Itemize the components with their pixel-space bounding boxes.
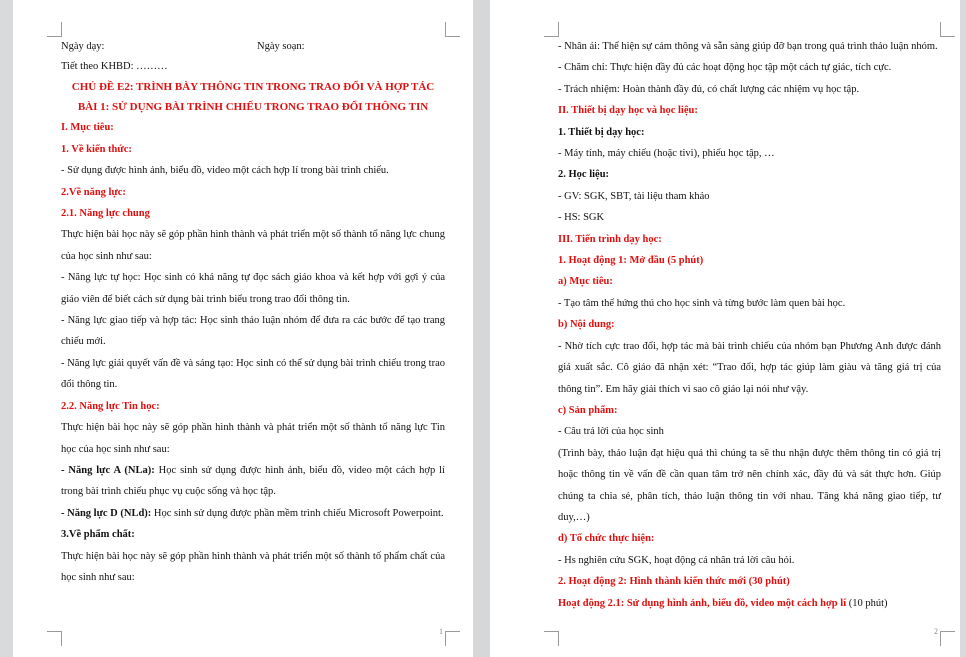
- heading-b: b) Nội dung:: [558, 319, 615, 331]
- page-2-body: [558, 36, 941, 614]
- paragraph: - GV: SGK, SBT, tài liệu tham khảo: [558, 190, 710, 202]
- crop-mark: [940, 631, 955, 646]
- paragraph: Thực hiện bài học này sẽ góp phần hình thành và phát triển một số thành tố phẩm chất của học sinh như sau:: [61, 550, 445, 583]
- page-gutter: [473, 0, 490, 657]
- paragraph: - Năng lực giao tiếp và hợp tác: Học sinh thảo luận nhóm để đưa ra các bước để tạo trang chiếu mới.: [61, 315, 445, 348]
- activity-2-1-time: (10 phút): [846, 597, 888, 609]
- heading-it-competence: 2.2. Năng lực Tin học:: [61, 400, 160, 412]
- paragraph: - Tạo tâm thế hứng thú cho học sinh và từng bước làm quen bài học.: [558, 297, 846, 309]
- header-dates: [61, 36, 445, 57]
- crop-mark: [544, 631, 559, 646]
- page-number: 1: [439, 627, 443, 636]
- document-page-1: [13, 0, 473, 657]
- heading-d: d) Tổ chức thực hiện:: [558, 533, 655, 545]
- document-page-2: [490, 0, 960, 657]
- heading-activity-2: 2. Hoạt động 2: Hình thành kiến thức mới (30 phút): [558, 576, 790, 588]
- crop-mark: [47, 631, 62, 646]
- heading-devices: 1. Thiết bị dạy học:: [558, 126, 645, 138]
- paragraph: - Trách nhiệm: Hoàn thành đầy đủ, có chất lượng các nhiệm vụ học tập.: [558, 83, 860, 95]
- lesson-number: Tiết theo KHBD: ………: [61, 61, 168, 73]
- paragraph: - Nhờ tích cực trao đổi, hợp tác mà bài trình chiếu của nhóm bạn Phương Anh được đánh giá xuất sắc. Cô giáo đã nhận xét: “Trao đổi, hợp tác giúp làm giàu và tăng giá trị của thông tin”. Em hãy giải thích vì sao cô giáo lại nói như vậy.: [558, 340, 941, 395]
- page-number: 2: [934, 627, 938, 636]
- heading-a: a) Mục tiêu:: [558, 276, 613, 288]
- paragraph-nld: [61, 503, 445, 524]
- heading-competence: 2.Về năng lực:: [61, 186, 126, 198]
- heading-process: III. Tiến trình dạy học:: [558, 233, 662, 245]
- paragraph: - HS: SGK: [558, 212, 605, 224]
- paragraph: - Máy tính, máy chiếu (hoặc tivi), phiếu học tập, …: [558, 148, 775, 160]
- crop-mark: [47, 22, 62, 37]
- heading-objectives: I. Mục tiêu:: [61, 122, 114, 134]
- lesson-title: BÀI 1: SỬ DỤNG BÀI TRÌNH CHIẾU TRONG TRAO ĐỔI THÔNG TIN: [77, 101, 429, 114]
- paragraph: - Hs nghiên cứu SGK, hoạt động cá nhân trả lời câu hỏi.: [558, 554, 795, 566]
- heading-equipment: II. Thiết bị dạy học và học liệu:: [558, 105, 698, 117]
- paragraph: - Nhân ái: Thể hiện sự cảm thông và sẵn sàng giúp đỡ bạn trong quá trình thảo luận nhóm.: [558, 41, 938, 52]
- paragraph: - Năng lực giải quyết vấn đề và sáng tạo: Học sinh có thể sử dụng bài trình chiếu trong trao đổi thông tin.: [61, 357, 445, 391]
- heading-quality: 3.Về phẩm chất:: [61, 529, 135, 541]
- crop-mark: [940, 22, 955, 37]
- heading-activity-2-1: [558, 593, 941, 614]
- nla-label: - Năng lực A (NLa):: [61, 464, 155, 476]
- paragraph: - Chăm chỉ: Thực hiện đầy đủ các hoạt động học tập một cách tự giác, tích cực.: [558, 62, 892, 74]
- paragraph: - Năng lực tự học: Học sinh có khả năng tự đọc sách giáo khoa và kết hợp với gợi ý của giáo viên để biết cách sử dụng bài trình biểu trong trao đổi thông tin.: [61, 272, 445, 305]
- prep-date-label: Ngày soạn:: [257, 41, 305, 52]
- paragraph: Thực hiện bài học này sẽ góp phần hình thành và phát triển một số thành tố năng lực Tin học của học sinh như sau:: [61, 422, 445, 455]
- topic-title: CHỦ ĐỀ E2: TRÌNH BÀY THÔNG TIN TRONG TRAO ĐỔI VÀ HỢP TÁC: [71, 81, 435, 94]
- heading-activity-1: 1. Hoạt động 1: Mở đầu (5 phút): [558, 255, 704, 267]
- nld-text: Học sinh sử dụng được phần mềm trình chiếu Microsoft Powerpoint.: [151, 507, 444, 519]
- heading-general-competence: 2.1. Năng lực chung: [61, 208, 150, 220]
- teaching-date-label: Ngày dạy:: [61, 41, 105, 52]
- heading-materials: 2. Học liệu:: [558, 169, 610, 181]
- heading-c: c) Sản phẩm:: [558, 404, 618, 416]
- crop-mark: [445, 22, 460, 37]
- crop-mark: [445, 631, 460, 646]
- page-1-body: [61, 36, 445, 588]
- crop-mark: [544, 22, 559, 37]
- heading-knowledge: 1. Về kiến thức:: [61, 143, 132, 155]
- nla-text: Học sinh sử dụng được hình ảnh, biểu đồ, video một cách hợp lí trong bài trình chiếu phục vụ cuộc sống và học tập.: [61, 464, 445, 498]
- paragraph: Thực hiện bài học này sẽ góp phần hình thành và phát triển một số thành tố năng lực chung của học sinh như sau:: [61, 229, 445, 262]
- activity-2-1-title: Hoạt động 2.1: Sử dụng hình ảnh, biểu đồ, video một cách hợp lí: [558, 597, 847, 609]
- knowledge-item: - Sử dụng được hình ảnh, biểu đồ, video một cách hợp lí trong bài trình chiếu.: [61, 165, 389, 177]
- paragraph: - Câu trả lời của học sinh: [558, 426, 664, 438]
- paragraph-nla: [61, 460, 445, 503]
- paragraph: (Trình bày, thảo luận đạt hiệu quả thì chúng ta sẽ thu nhận được thêm thông tin có giá trị hoặc thông tin về vấn đề cần quan tâm trở nên chính xác, đầy đủ và sát thực hơn. Giúp chúng ta chia sẻ, phân tích, thảo luận thông tin với nhau. Tăng khả năng giao tiếp, tư duy,…): [558, 447, 941, 523]
- nld-label: - Năng lực D (NLd):: [61, 507, 152, 519]
